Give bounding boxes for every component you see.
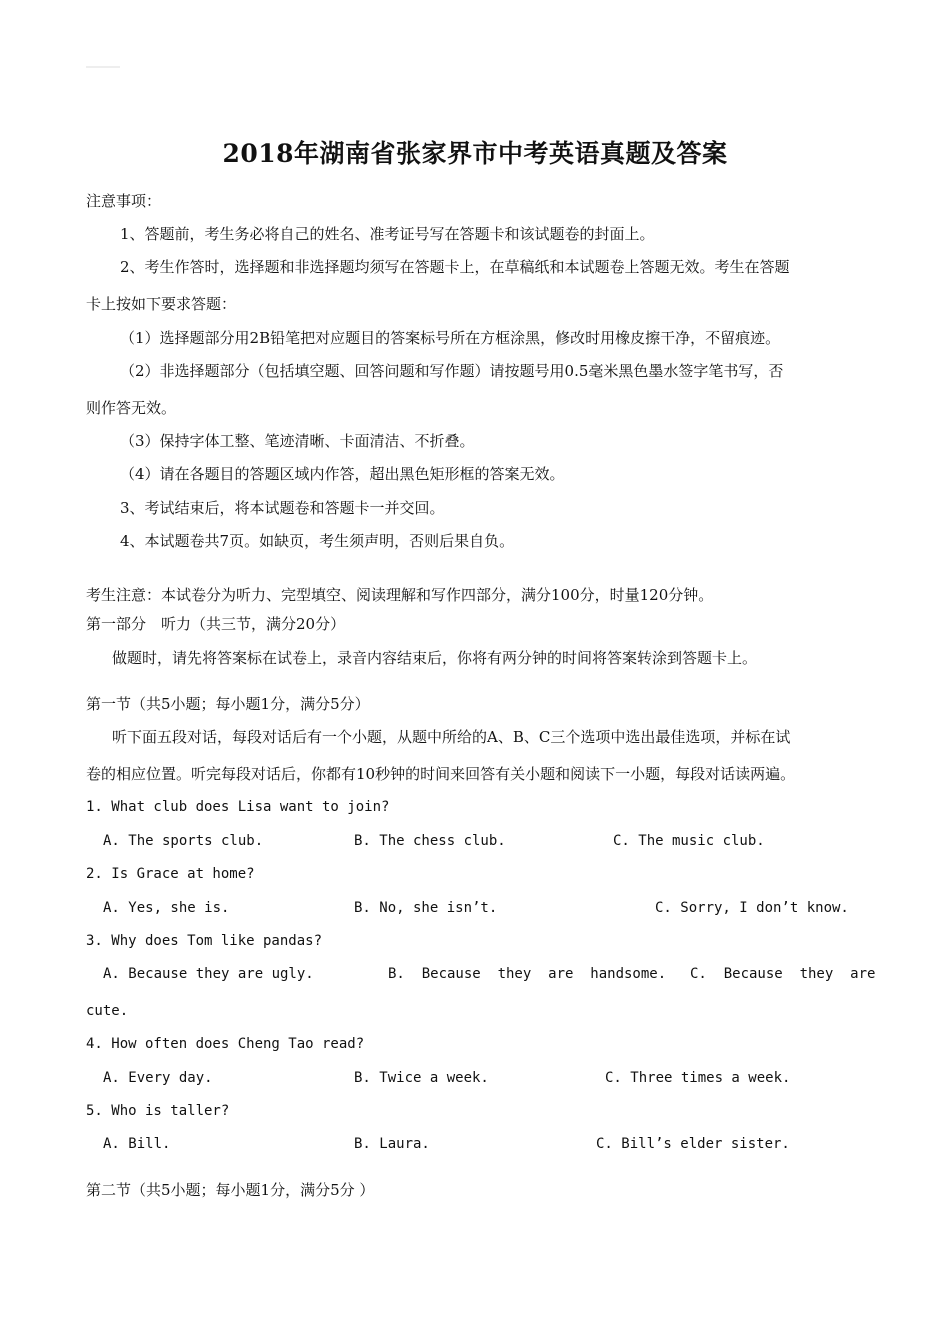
page-title: 2018年湖南省张家界市中考英语真题及答案 [222, 139, 728, 168]
question-3: 3. Why does Tom like pandas? [86, 933, 323, 949]
part1-instruction: 做题时，请先将答案标在试卷上，录音内容结束后，你将有两分钟的时间将答案转涂到答题卡上。 [112, 649, 758, 667]
notice-sub-4: （4）请在各题目的答题区域内作答，超出黑色矩形框的答案无效。 [120, 465, 565, 483]
exam-note: 考生注意：本试卷分为听力、完型填空、阅读理解和写作四部分，满分100分，时量120分钟。 [86, 586, 714, 604]
question-4-option-a: A. Every day. [103, 1070, 213, 1086]
section1-instruction-line-1: 听下面五段对话，每段对话后有一个小题，从题中所给的A、B、C三个选项中选出最佳选项，并标在试 [112, 728, 791, 746]
question-4-option-b: B. Twice a week. [354, 1070, 489, 1086]
section1-heading: 第一节（共5小题；每小题1分，满分5分） [86, 695, 370, 713]
question-5-option-a: A. Bill. [103, 1136, 171, 1152]
notice-heading: 注意事项： [86, 192, 162, 210]
section1-instruction-line-2: 卷的相应位置。听完每段对话后，你都有10秒钟的时间来回答有关小题和阅读下一小题，每段对话读两遍。 [86, 765, 796, 783]
question-1-option-a: A. The sports club. [103, 833, 264, 849]
notice-sub-2-line-2: 则作答无效。 [86, 399, 177, 417]
notice-sub-1: （1）选择题部分用2B铅笔把对应题目的答案标号所在方框涂黑，修改时用橡皮擦干净，不留痕迹。 [120, 329, 781, 347]
notice-item-2-line-2: 卡上按如下要求答题： [86, 295, 237, 313]
question-2: 2. Is Grace at home? [86, 866, 255, 882]
notice-item-4: 4、本试题卷共7页。如缺页，考生须声明，否则后果自负。 [120, 532, 515, 550]
question-5-option-c: C. Bill’s elder sister. [596, 1136, 790, 1152]
question-2-option-c: C. Sorry, I don’t know. [655, 900, 849, 916]
question-3-option-b: B. Because they are handsome. [388, 966, 667, 982]
notice-item-2-line-1: 2、考生作答时，选择题和非选择题均须写在答题卡上，在草稿纸和本试题卷上答题无效。考生在答题 [120, 258, 790, 276]
question-2-option-b: B. No, she isn’t. [354, 900, 498, 916]
notice-item-1: 1、答题前，考生务必将自己的姓名、准考证号写在答题卡和该试题卷的封面上。 [120, 225, 655, 243]
question-2-option-a: A. Yes, she is. [103, 900, 230, 916]
question-4: 4. How often does Cheng Tao read? [86, 1036, 365, 1052]
question-5: 5. Who is taller? [86, 1103, 230, 1119]
part1-heading: 第一部分 听力（共三节，满分20分） [86, 615, 346, 633]
notice-item-3: 3、考试结束后，将本试题卷和答题卡一并交回。 [120, 499, 445, 517]
question-5-option-b: B. Laura. [354, 1136, 430, 1152]
notice-sub-2-line-1: （2）非选择题部分（包括填空题、回答问题和写作题）请按题号用0.5毫米黑色墨水签字笔书写，否 [120, 362, 784, 380]
question-3-option-c-continued: cute. [86, 1003, 129, 1019]
question-1-option-b: B. The chess club. [354, 833, 506, 849]
question-3-option-a: A. Because they are ugly. [103, 966, 314, 982]
scan-mark [86, 66, 120, 68]
question-1: 1. What club does Lisa want to join? [86, 799, 390, 815]
question-4-option-c: C. Three times a week. [605, 1070, 791, 1086]
notice-sub-3: （3）保持字体工整、笔迹清晰、卡面清洁、不折叠。 [120, 432, 475, 450]
question-3-option-c: C. Because they are [690, 966, 876, 982]
question-1-option-c: C. The music club. [613, 833, 765, 849]
section2-heading: 第二节（共5小题；每小题1分，满分5分 ） [86, 1181, 375, 1199]
